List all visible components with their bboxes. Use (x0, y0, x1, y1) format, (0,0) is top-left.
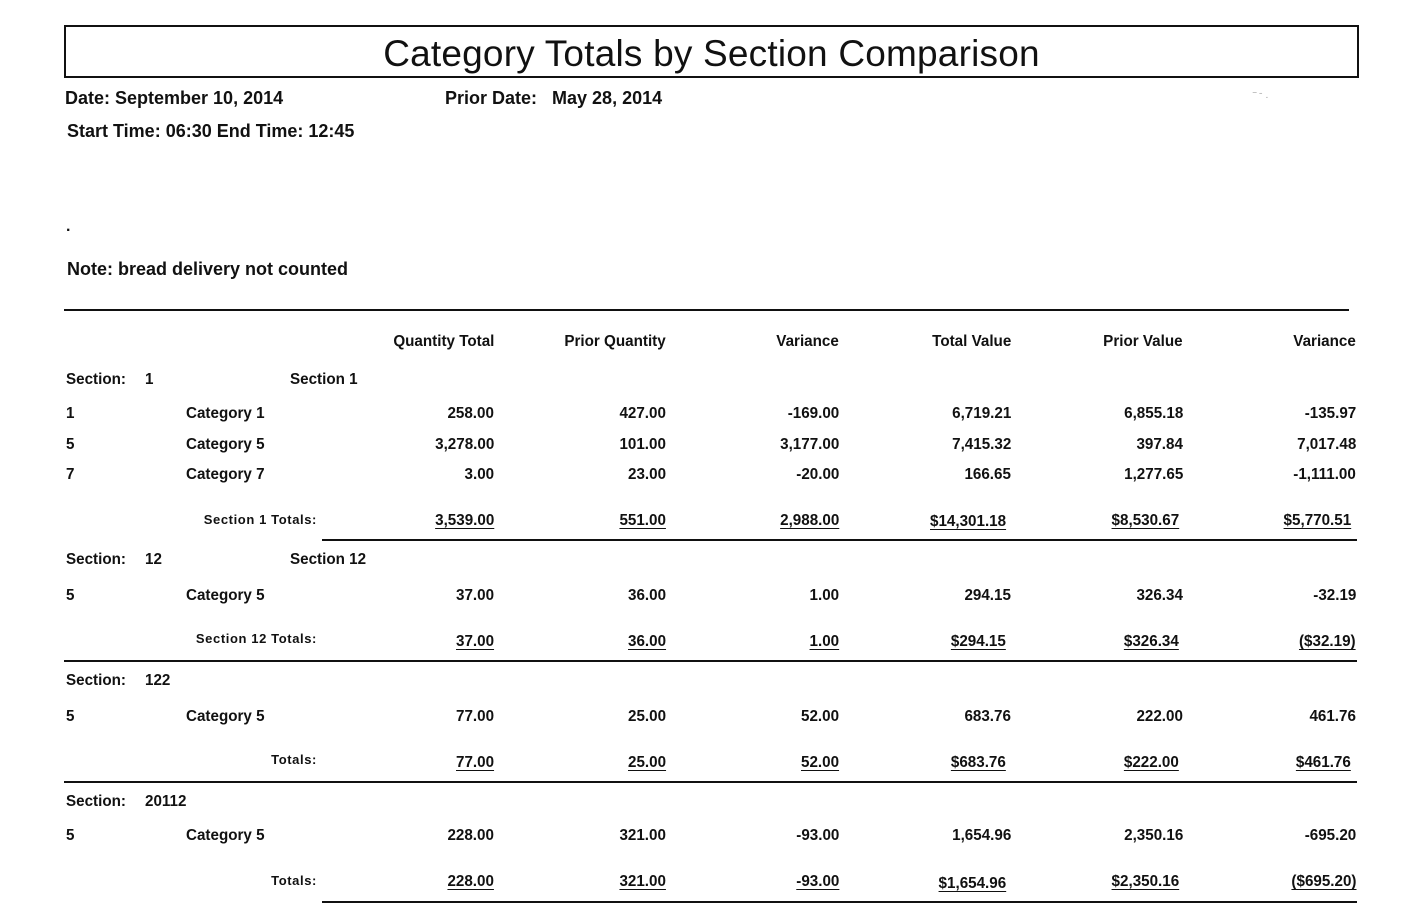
section-label: Section: (66, 793, 126, 810)
total-value-cell: 7,415.32 (951, 436, 1011, 453)
value-variance-sum: ($695.20) (1290, 873, 1356, 890)
qty-variance-cell: 52.00 (800, 708, 839, 725)
prior-quantity-cell: 321.00 (619, 827, 666, 844)
section-label: Section: (66, 672, 126, 689)
total-value-sum: $683.76 (951, 754, 1006, 771)
qty-variance-sum: 2,988.00 (779, 512, 839, 529)
total-value-cell: 683.76 (964, 708, 1011, 725)
section-divider (64, 660, 1357, 662)
section-totals-label: Totals: (271, 752, 317, 767)
prior-value-cell: 2,350.16 (1123, 827, 1183, 844)
value-variance-cell: -695.20 (1304, 827, 1356, 844)
prior-value-sum: $222.00 (1124, 754, 1179, 771)
quantity-total-cell: 258.00 (447, 405, 494, 422)
report-date: Date: September 10, 2014 (65, 88, 284, 108)
row-category: Category 5 (186, 708, 265, 725)
prior-quantity-sum: 321.00 (619, 873, 666, 890)
report-title: Category Totals by Section Comparison (383, 33, 1040, 74)
total-value-sum: $294.15 (951, 633, 1006, 650)
prior-quantity-cell: 36.00 (627, 587, 666, 604)
quantity-total-cell: 77.00 (455, 708, 494, 725)
section-label: Section: (66, 551, 126, 568)
row-id: 5 (66, 436, 75, 453)
section-number: 1 (145, 371, 154, 388)
qty-variance-cell: -169.00 (787, 405, 839, 422)
section-number: 12 (145, 551, 162, 568)
col-total-value: Total Value (931, 333, 1011, 350)
report-note: Note: bread delivery not counted (67, 259, 349, 279)
qty-variance-cell: 1.00 (809, 587, 839, 604)
value-variance-sum: $5,770.51 (1283, 512, 1351, 529)
qty-variance-sum: 52.00 (800, 754, 839, 771)
section-name: Section 12 (290, 551, 367, 568)
quantity-total-cell: 3,278.00 (434, 436, 494, 453)
section-divider (322, 539, 1357, 541)
prior-quantity-cell: 23.00 (627, 466, 666, 483)
section-totals-label: Section 1 Totals: (203, 512, 317, 527)
report-title-box (64, 25, 1359, 78)
section-label: Section: (66, 371, 126, 388)
section-number: 122 (145, 672, 171, 689)
row-category: Category 5 (186, 587, 265, 604)
quantity-total-sum: 3,539.00 (434, 512, 494, 529)
total-value-sum: $1,654.96 (938, 875, 1006, 892)
prior-value-cell: 1,277.65 (1123, 466, 1183, 483)
stray-dot: . (66, 218, 71, 235)
prior-quantity-cell: 101.00 (619, 436, 666, 453)
prior-value-sum: $2,350.16 (1111, 873, 1179, 890)
row-category: Category 1 (186, 405, 265, 422)
row-id: 5 (66, 708, 75, 725)
section-number: 20112 (145, 793, 187, 810)
row-id: 5 (66, 587, 75, 604)
col-prior-value: Prior Value (1103, 333, 1183, 350)
prior-value-cell: 397.84 (1136, 436, 1183, 453)
qty-variance-cell: -93.00 (795, 827, 839, 844)
section-totals-label: Section 12 Totals: (195, 631, 317, 646)
value-variance-sum: $461.76 (1296, 754, 1351, 771)
prior-value-sum: $8,530.67 (1111, 512, 1179, 529)
col-value-variance: Variance (1293, 333, 1356, 350)
quantity-total-sum: 37.00 (455, 633, 494, 650)
prior-date: Prior Date: May 28, 2014 (445, 88, 663, 108)
prior-quantity-cell: 25.00 (627, 708, 666, 725)
header-divider (64, 309, 1349, 311)
value-variance-sum: ($32.19) (1299, 633, 1356, 650)
prior-value-cell: 222.00 (1136, 708, 1183, 725)
qty-variance-sum: 1.00 (809, 633, 839, 650)
value-variance-cell: -135.97 (1304, 405, 1356, 422)
total-value-cell: 166.65 (964, 466, 1011, 483)
qty-variance-cell: -20.00 (795, 466, 839, 483)
value-variance-cell: -32.19 (1312, 587, 1356, 604)
quantity-total-cell: 3.00 (464, 466, 494, 483)
section-divider (322, 901, 1357, 903)
row-id: 1 (66, 405, 75, 422)
qty-variance-sum: -93.00 (795, 873, 839, 890)
total-value-cell: 1,654.96 (951, 827, 1011, 844)
prior-value-cell: 326.34 (1136, 587, 1183, 604)
row-category: Category 7 (186, 466, 265, 483)
quantity-total-sum: 77.00 (455, 754, 494, 771)
value-variance-cell: 461.76 (1309, 708, 1356, 725)
prior-value-cell: 6,855.18 (1123, 405, 1183, 422)
prior-value-sum: $326.34 (1124, 633, 1179, 650)
quantity-total-cell: 37.00 (455, 587, 494, 604)
qty-variance-cell: 3,177.00 (779, 436, 839, 453)
value-variance-cell: -1,111.00 (1293, 466, 1356, 483)
section-totals-label: Totals: (271, 873, 317, 888)
section-name: Section 1 (290, 371, 358, 388)
time-range: Start Time: 06:30 End Time: 12:45 (67, 121, 355, 141)
quantity-total-cell: 228.00 (447, 827, 494, 844)
total-value-cell: 6,719.21 (951, 405, 1011, 422)
row-category: Category 5 (186, 436, 265, 453)
total-value-sum: $14,301.18 (929, 513, 1006, 530)
prior-quantity-sum: 25.00 (627, 754, 666, 771)
row-category: Category 5 (186, 827, 265, 844)
prior-quantity-sum: 36.00 (627, 633, 666, 650)
col-prior-quantity: Prior Quantity (564, 333, 666, 350)
faint-mark: ‾ ˉ · (1253, 92, 1269, 103)
prior-quantity-cell: 427.00 (619, 405, 666, 422)
section-divider (64, 781, 1357, 783)
quantity-total-sum: 228.00 (447, 873, 494, 890)
row-id: 5 (66, 827, 75, 844)
row-id: 7 (66, 466, 75, 483)
prior-quantity-sum: 551.00 (619, 512, 666, 529)
col-quantity-total: Quantity Total (392, 333, 494, 350)
total-value-cell: 294.15 (964, 587, 1011, 604)
value-variance-cell: 7,017.48 (1296, 436, 1356, 453)
col-qty-variance: Variance (776, 333, 839, 350)
